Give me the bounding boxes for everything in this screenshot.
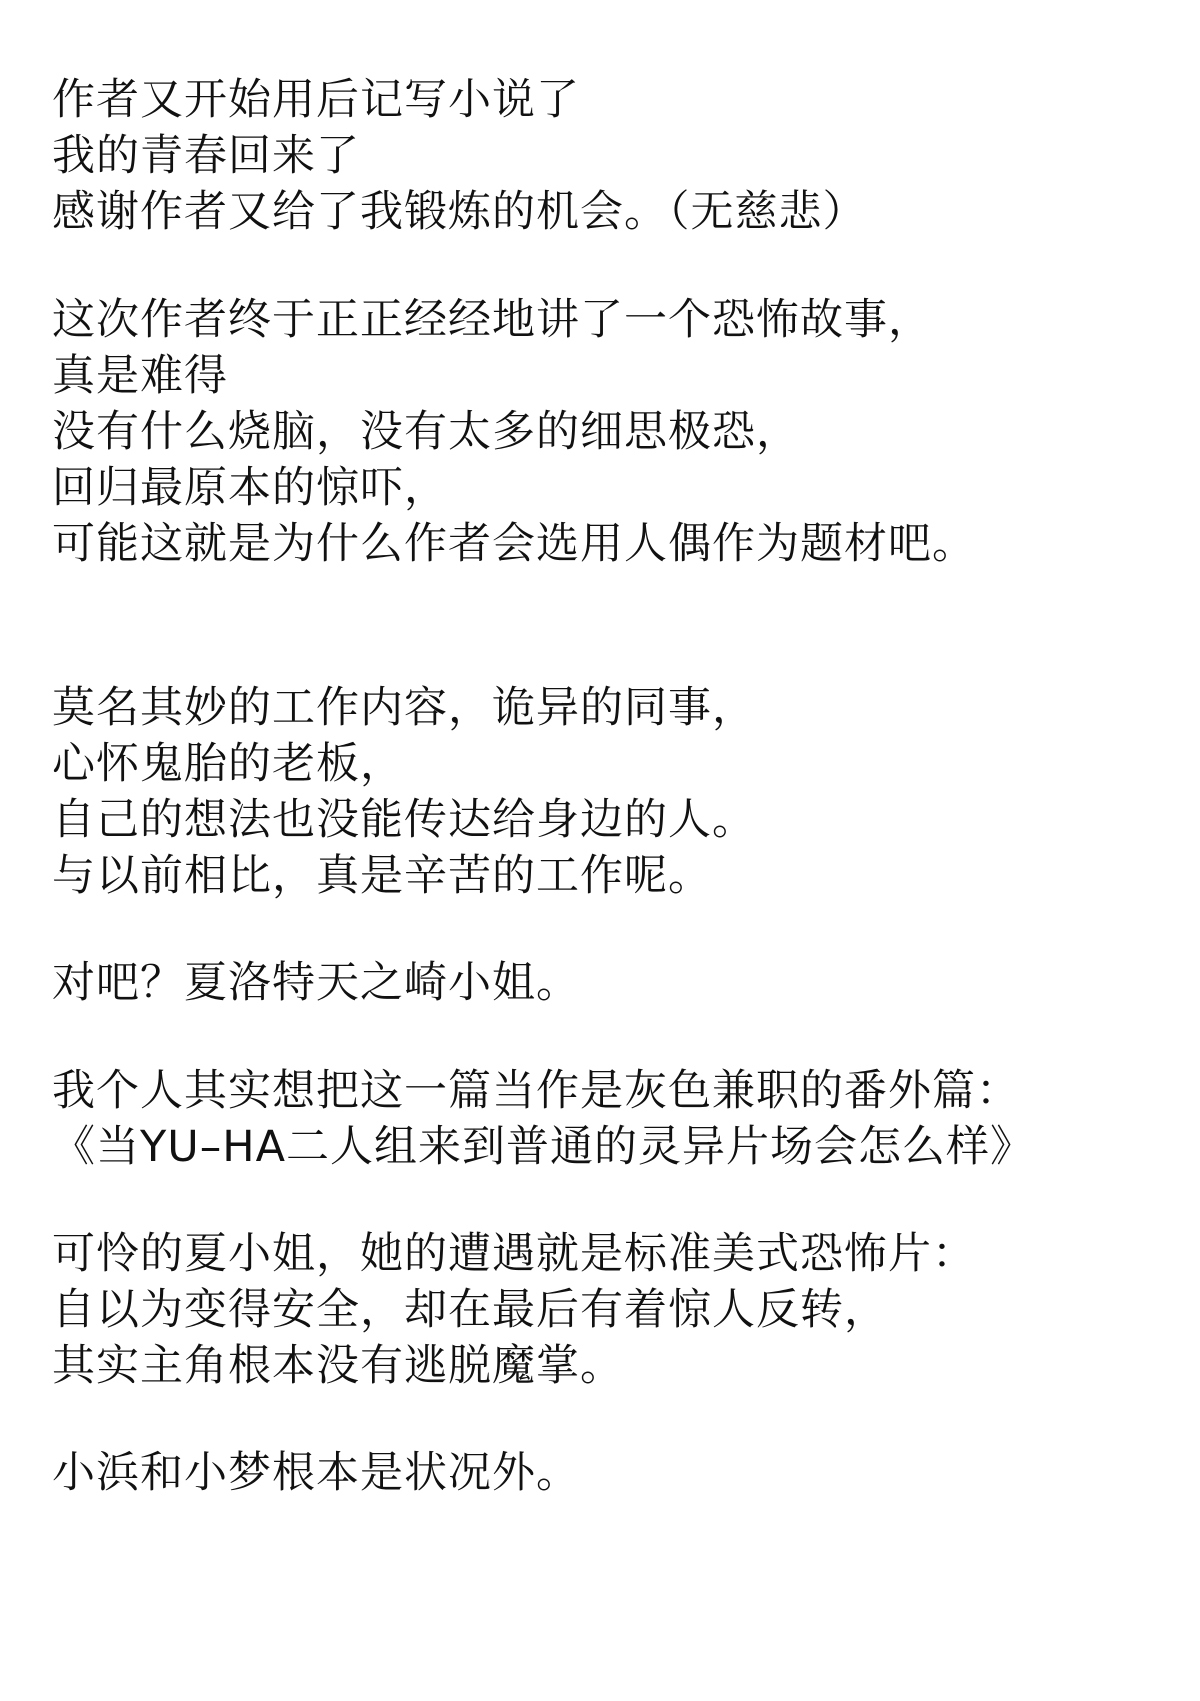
text-line: 没有什么烧脑，没有太多的细思极恐， bbox=[52, 407, 800, 457]
text-line: 自己的想法也没能传达给身边的人。 bbox=[52, 795, 756, 845]
text-line: 与以前相比，真是辛苦的工作呢。 bbox=[52, 851, 712, 901]
text-line: 回归最原本的惊吓， bbox=[52, 463, 448, 513]
text-line: 这次作者终于正正经经地讲了一个恐怖故事， bbox=[52, 295, 932, 345]
text-line: 其实主角根本没有逃脱魔掌。 bbox=[52, 1341, 624, 1391]
text-line: 我个人其实想把这一篇当作是灰色兼职的番外篇： bbox=[52, 1066, 1020, 1116]
text-line: 对吧？夏洛特天之崎小姐。 bbox=[52, 958, 580, 1008]
text-line: 心怀鬼胎的老板， bbox=[52, 739, 404, 789]
text-line: 《当YU–HA二人组来到普通的灵异片场会怎么样》 bbox=[52, 1122, 1034, 1172]
text-line: 莫名其妙的工作内容，诡异的同事， bbox=[52, 683, 756, 733]
text-line: 我的青春回来了 bbox=[52, 131, 360, 181]
text-line: 作者又开始用后记写小说了 bbox=[52, 75, 580, 125]
text-line: 感谢作者又给了我锻炼的机会。（无慈悲） bbox=[52, 187, 867, 237]
text-line: 可怜的夏小姐，她的遭遇就是标准美式恐怖片： bbox=[52, 1229, 976, 1279]
text-line: 自以为变得安全，却在最后有着惊人反转， bbox=[52, 1285, 888, 1335]
text-line: 可能这就是为什么作者会选用人偶作为题材吧。 bbox=[52, 519, 976, 569]
text-line: 真是难得 bbox=[52, 351, 228, 401]
text-line: 小浜和小梦根本是状况外。 bbox=[52, 1448, 580, 1498]
